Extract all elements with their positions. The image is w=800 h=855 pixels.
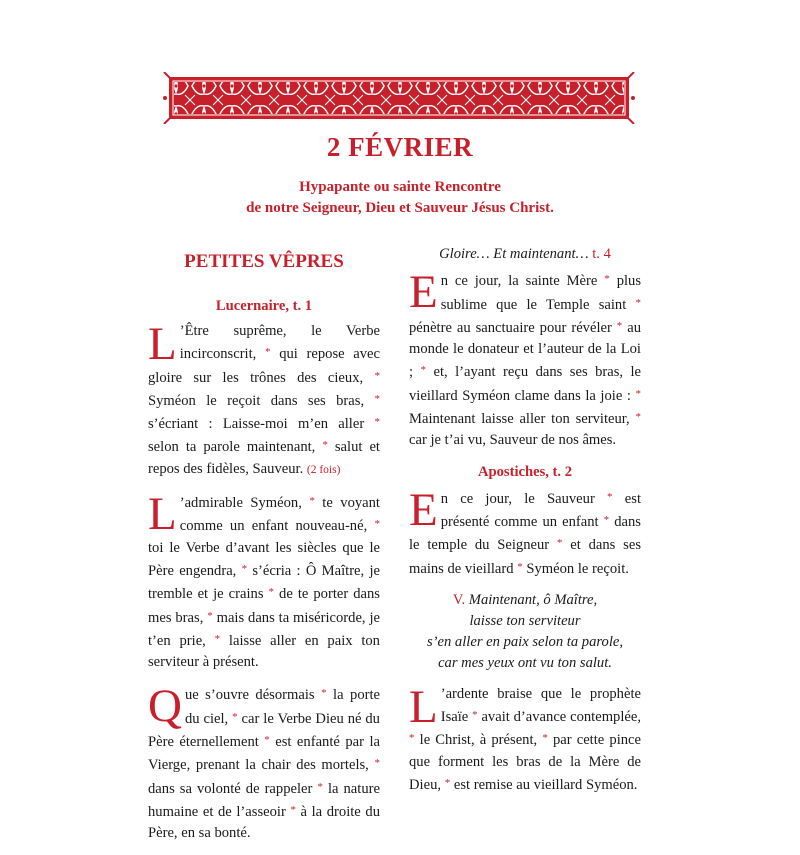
lucernaire-heading: Lucernaire, t. 1	[215, 298, 313, 314]
text-segment: toi le Verbe d’avant les siècles que le Père engendra,	[148, 539, 380, 579]
gloire-heading	[409, 244, 641, 265]
subtitle-line-1: Hypapante ou sainte Rencontre	[299, 179, 501, 195]
text-segment: est enfanté par la Vierge, prenant la chair des mortels,	[148, 734, 380, 774]
repeat-note: (2 fois)	[306, 463, 341, 476]
text-segment: avait d’avance contemplée,	[481, 709, 642, 726]
text-segment: mais dans ta miséricorde, je t’en prie,	[148, 609, 380, 649]
text-segment: et, l’ayant reçu dans ses bras, le vieillard Syméon clame dans la joie :	[409, 364, 642, 404]
text-segment: ’ardente braise que le prophète Isaïe	[440, 685, 641, 726]
asterisk-mark: *	[241, 562, 248, 575]
text-segment: laisse aller en paix ton serviteur à présent.	[148, 632, 380, 671]
asterisk-mark: *	[517, 560, 523, 573]
text-segment: dans sa volonté de rappeler	[148, 780, 313, 797]
verse-text: Maintenant, ô Maître,	[468, 591, 598, 608]
text-segment: Syméon le reçoit dans ses bras,	[148, 392, 365, 409]
asterisk-mark: *	[444, 777, 451, 790]
asterisk-mark: *	[603, 513, 610, 526]
text-segment: par cette pince que forment les bras de la Mère de Dieu,	[409, 732, 641, 794]
drop-cap: L	[148, 488, 177, 541]
gloire-stanza	[409, 266, 642, 451]
ornament-svg	[162, 72, 636, 124]
drop-cap: Q	[148, 680, 182, 733]
feast-date: 2 FÉVRIER	[326, 132, 474, 162]
asterisk-mark: *	[604, 273, 610, 286]
asterisk-mark: *	[420, 364, 427, 377]
text-segment: car je t’ai vu, Sauveur de nos âmes.	[409, 432, 617, 449]
text-segment: s’écriant : Laisse-moi m’en aller	[148, 416, 365, 433]
verse-line-4: car mes yeux ont vu ton salut.	[438, 654, 612, 671]
text-segment: est remise au vieillard Syméon.	[453, 777, 638, 794]
text-segment: n ce jour, la sainte Mère	[440, 273, 598, 290]
asterisk-mark: *	[264, 734, 270, 747]
asterisk-mark: *	[607, 490, 613, 503]
gloire-heading-text: Gloire… Et maintenant…	[439, 246, 589, 262]
lucernaire-stanza-1	[148, 318, 381, 481]
drop-cap: E	[409, 483, 438, 536]
text-segment: s’écria : Ô Maître, je tremble et je crains	[148, 562, 380, 603]
apostiches-stanza-2	[409, 680, 642, 796]
text-segment: qui repose avec gloire sur les trônes des cieux,	[148, 346, 381, 386]
asterisk-mark: *	[472, 709, 478, 722]
text-segment: pénètre au sanctuaire pour révéler	[409, 319, 612, 336]
right-column	[409, 244, 641, 806]
asterisk-mark: *	[290, 803, 296, 816]
text-segment: de te porter dans mes bras,	[148, 586, 380, 626]
asterisk-mark: *	[317, 780, 323, 793]
verse-line-3: s’en aller en paix selon ta parole,	[426, 633, 624, 650]
asterisk-mark: *	[207, 609, 213, 622]
text-segment: Syméon le reçoit.	[526, 560, 629, 577]
asterisk-mark: *	[635, 411, 641, 424]
asterisk-mark: *	[374, 518, 380, 531]
text-segment: ’admirable Syméon,	[179, 495, 302, 512]
text-segment: Maintenant laisse aller ton serviteur,	[409, 411, 630, 428]
asterisk-mark: *	[265, 346, 271, 359]
text-segment: dans le temple du Seigneur	[409, 513, 641, 554]
asterisk-mark: *	[409, 732, 415, 745]
drop-cap: L	[148, 318, 177, 370]
asterisk-mark: *	[616, 319, 623, 332]
text-segment: selon ta parole maintenant,	[148, 439, 316, 456]
asterisk-mark: *	[322, 439, 328, 452]
text-segment: à la droite du Père, en sa bonté.	[148, 803, 380, 842]
section-title: PETITES VÊPRES	[184, 251, 344, 272]
text-segment: au monde le donateur et l’auteur de la Loi ;	[409, 319, 641, 381]
asterisk-mark: *	[374, 369, 380, 382]
verse-mark: V.	[452, 591, 466, 608]
verse-block	[409, 590, 641, 674]
text-segment: ue s’ouvre désormais	[184, 687, 315, 704]
asterisk-mark: *	[321, 687, 327, 700]
text-segment: plus sublime que le Temple saint	[440, 273, 642, 313]
apostiches-stanza-1	[409, 483, 641, 580]
asterisk-mark: *	[374, 757, 380, 770]
subtitle-line-2: de notre Seigneur, Dieu et Sauveur Jésus Christ.	[246, 200, 554, 216]
text-segment: salut et repos des fidèles, Sauveur.	[148, 439, 380, 477]
feast-subtitle	[0, 177, 800, 219]
asterisk-mark: *	[635, 296, 642, 309]
apostiches-heading: Apostiches, t. 2	[477, 463, 573, 480]
asterisk-mark: *	[309, 495, 315, 508]
asterisk-mark: *	[214, 632, 221, 645]
text-segment: est présenté comme un enfant	[440, 490, 641, 530]
text-segment: n ce jour, le Sauveur	[440, 490, 595, 507]
drop-cap: E	[409, 266, 438, 319]
tone-label: t. 4	[592, 246, 611, 262]
ornamental-banner	[162, 72, 636, 124]
asterisk-mark: *	[232, 710, 238, 723]
verse-line-1	[409, 590, 641, 611]
lucernaire-stanza-3	[148, 680, 381, 844]
asterisk-mark: *	[556, 537, 563, 550]
asterisk-mark: *	[268, 586, 275, 599]
verse-line-2: laisse ton serviteur	[469, 612, 581, 629]
text-segment: te voyant comme un enfant nouveau-né,	[179, 495, 380, 535]
text-segment: et dans ses mains de vieillard	[409, 537, 641, 577]
asterisk-mark: *	[635, 387, 641, 400]
text-segment: car le Verbe Dieu né du Père éternellement	[148, 710, 380, 751]
text-segment: ’Être suprême, le Verbe incirconscrit,	[179, 323, 380, 363]
lucernaire-stanza-2	[148, 488, 380, 673]
drop-cap: L	[409, 680, 438, 733]
asterisk-mark: *	[374, 416, 380, 429]
asterisk-mark: *	[542, 732, 548, 745]
left-column	[148, 244, 380, 855]
asterisk-mark: *	[374, 392, 380, 405]
text-segment: la nature humaine et de l’asseoir	[148, 780, 380, 820]
text-segment: la porte du ciel,	[184, 687, 381, 727]
text-segment: le Christ, à présent,	[419, 732, 538, 749]
